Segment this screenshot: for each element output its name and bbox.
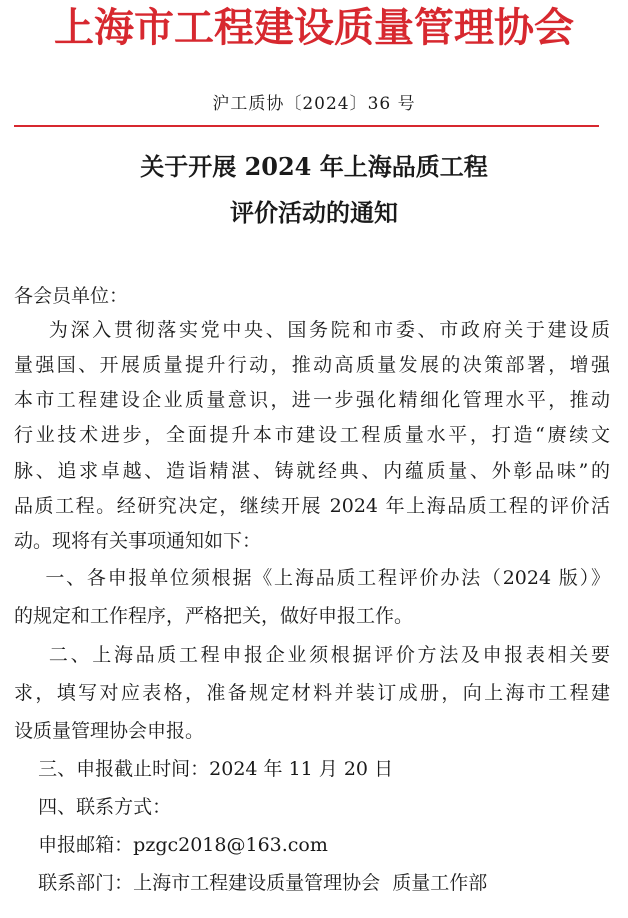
body-line: 三、申报截止时间：2024 年 11 月 20 日 [14,758,394,780]
body-line: 量强国、开展质量提升行动，推动高质量发展的决策部署，增强 [14,354,610,376]
notice-title-line-2: 评价活动的通知 [230,198,398,227]
body-line: 动。现将有关事项通知如下： [14,530,262,552]
body-line: 四、联系方式： [14,796,172,818]
salutation: 各会员单位： [14,285,129,307]
body-line: 品质工程。经研究决定，继续开展 2024 年上海品质工程的评价活 [14,495,610,517]
body-line: 二、上海品质工程申报企业须根据评价方法及申报表相关要 [14,644,610,666]
body-line: 本市工程建设企业质量意识，进一步强化精细化管理水平，推动 [14,389,610,411]
body-line: 行业技术进步，全面提升本市建设工程质量水平，打造“赓续文 [14,424,610,446]
body-line: 一、各申报单位须根据《上海品质工程评价办法（2024 版）》 [14,567,610,589]
body-line: 为深入贯彻落实党中央、国务院和市委、市政府关于建设质 [14,319,610,341]
body-line: 的规定和工作程序，严格把关，做好申报工作。 [14,605,414,627]
organization-header: 上海市工程建设质量管理协会 [54,4,574,51]
red-divider-rule [14,125,599,127]
body-line: 求，填写对应表格，准备规定材料并装订成册，向上海市工程建 [14,682,610,704]
body-line: 脉、追求卓越、造诣精湛、铸就经典、内蕴质量、外彰品味”的 [14,460,610,482]
body-line: 设质量管理协会申报。 [14,720,205,742]
document-number: 沪工质协〔2024〕36 号 [212,94,416,114]
body-line: 联系部门：上海市工程建设质量管理协会 质量工作部 [14,872,488,894]
body-line: 申报邮箱：pzgc2018@163.com [14,834,328,856]
notice-title-line-1: 关于开展 2024 年上海品质工程 [140,152,488,181]
